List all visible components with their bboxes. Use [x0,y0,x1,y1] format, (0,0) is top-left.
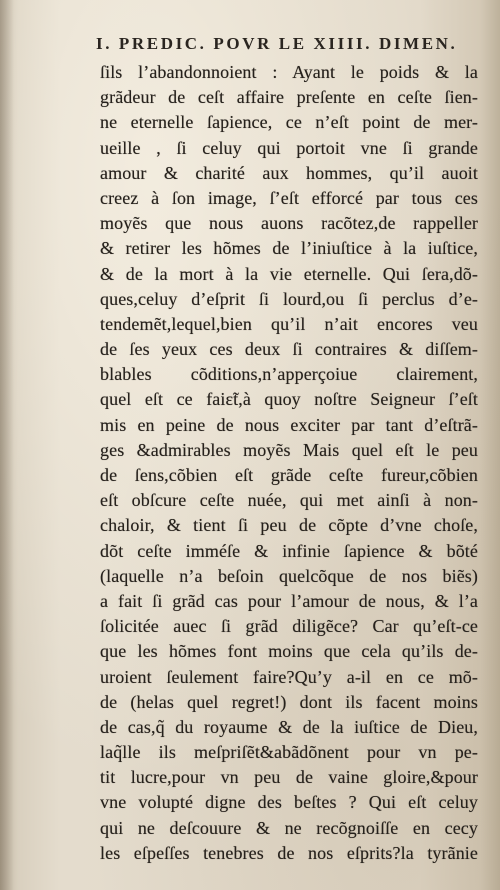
text-line: laq̃lle ils meſpriſẽt&abãdõnent pour vn pe- [100,742,478,763]
text-line: ne eternelle ſapience, ce n’eſt point de mer- [100,112,478,133]
text-line: de ſens,cõbien eſt grãde ceſte fureur,cõbien [100,465,478,485]
text-line: ſils l’abandonnoient : Ayant le poids & la [100,62,478,82]
text-line: de cas,q̃ du royaume & de la iuſtice de Dieu, [100,716,478,737]
text-line: tit lucre,pour vn peu de vaine gloire,&pour [100,767,478,788]
text-line: eſt obſcure ceſte nuée, qui met ainſi à non- [100,490,478,511]
text-line: de (helas quel regret!) dont ils facent moins [100,691,478,712]
text-line: ges &admirables moyẽs Mais quel eſt le peu [100,439,478,460]
text-line: & retirer les hõmes de l’iniuſtice à la iuſtice, [100,238,478,259]
text-line: qui ne deſcouure & ne recõgnoiſſe en cecy [100,817,478,838]
text-line: de ſes yeux ces deux ſi contraires & diſſem- [100,339,478,360]
running-head: I. PREDIC. POVR LE XIIII. DIMEN. [96,34,458,53]
body-text [100,60,478,866]
text-line: vne volupté digne des beſtes ? Qui eſt celuy [100,792,478,813]
text-line: que les hõmes font moins que cela qu’ils de- [100,641,478,662]
text-line: creez à ſon image, ſ’eſt efforcé par tous ces [100,187,478,208]
text-line: a fait ſi grãd cas pour l’amour de nous, & l’a [100,590,478,611]
text-line: (laquelle n’a beſoin quelcõque de nos biẽs) [100,565,478,586]
text-line: ueille , ſi celuy qui portoit vne ſi grande [100,137,478,158]
text-line: grãdeur de ceſt affaire preſente en ceſte ſien- [100,87,478,108]
text-line: chaloir, & tient ſi peu de cõpte d’vne choſe, [100,515,478,536]
text-line: uroient ſeulement faire?Qu’y a-il en ce mõ- [100,666,478,687]
gutter-shadow [0,0,14,890]
text-line: tendemẽt,lequel,bien qu’il n’ait encores veu [100,313,478,334]
text-line: ſolicitée auec ſi grãd diligẽce? Car qu’eſt-ce [100,616,478,637]
text-line: blables cõditions,n’apperçoiue clairement, [100,364,478,385]
text-line: dõt ceſte imméſe & infinie ſapience & bõté [100,540,478,561]
text-line: mis en peine de nous exciter par tant d’eſtrã- [100,414,478,435]
text-line: quel eſt ce faiɛ̃t,à quoy noſtre Seigneur ſ’eſt [100,389,478,410]
text-line: moyẽs que nous auons racõtez,de rappeller [100,213,478,234]
text-line: ques,celuy d’eſprit ſi lourd,ou ſi perclus d’e- [100,288,478,309]
text-line: amour & charité aux hommes, qu’il auoit [100,162,478,183]
text-line: & de la mort à la vie eternelle. Qui ſera,dõ- [100,263,478,284]
text-line: les eſpeſſes tenebres de nos eſprits?la tyrãnie [100,842,478,863]
